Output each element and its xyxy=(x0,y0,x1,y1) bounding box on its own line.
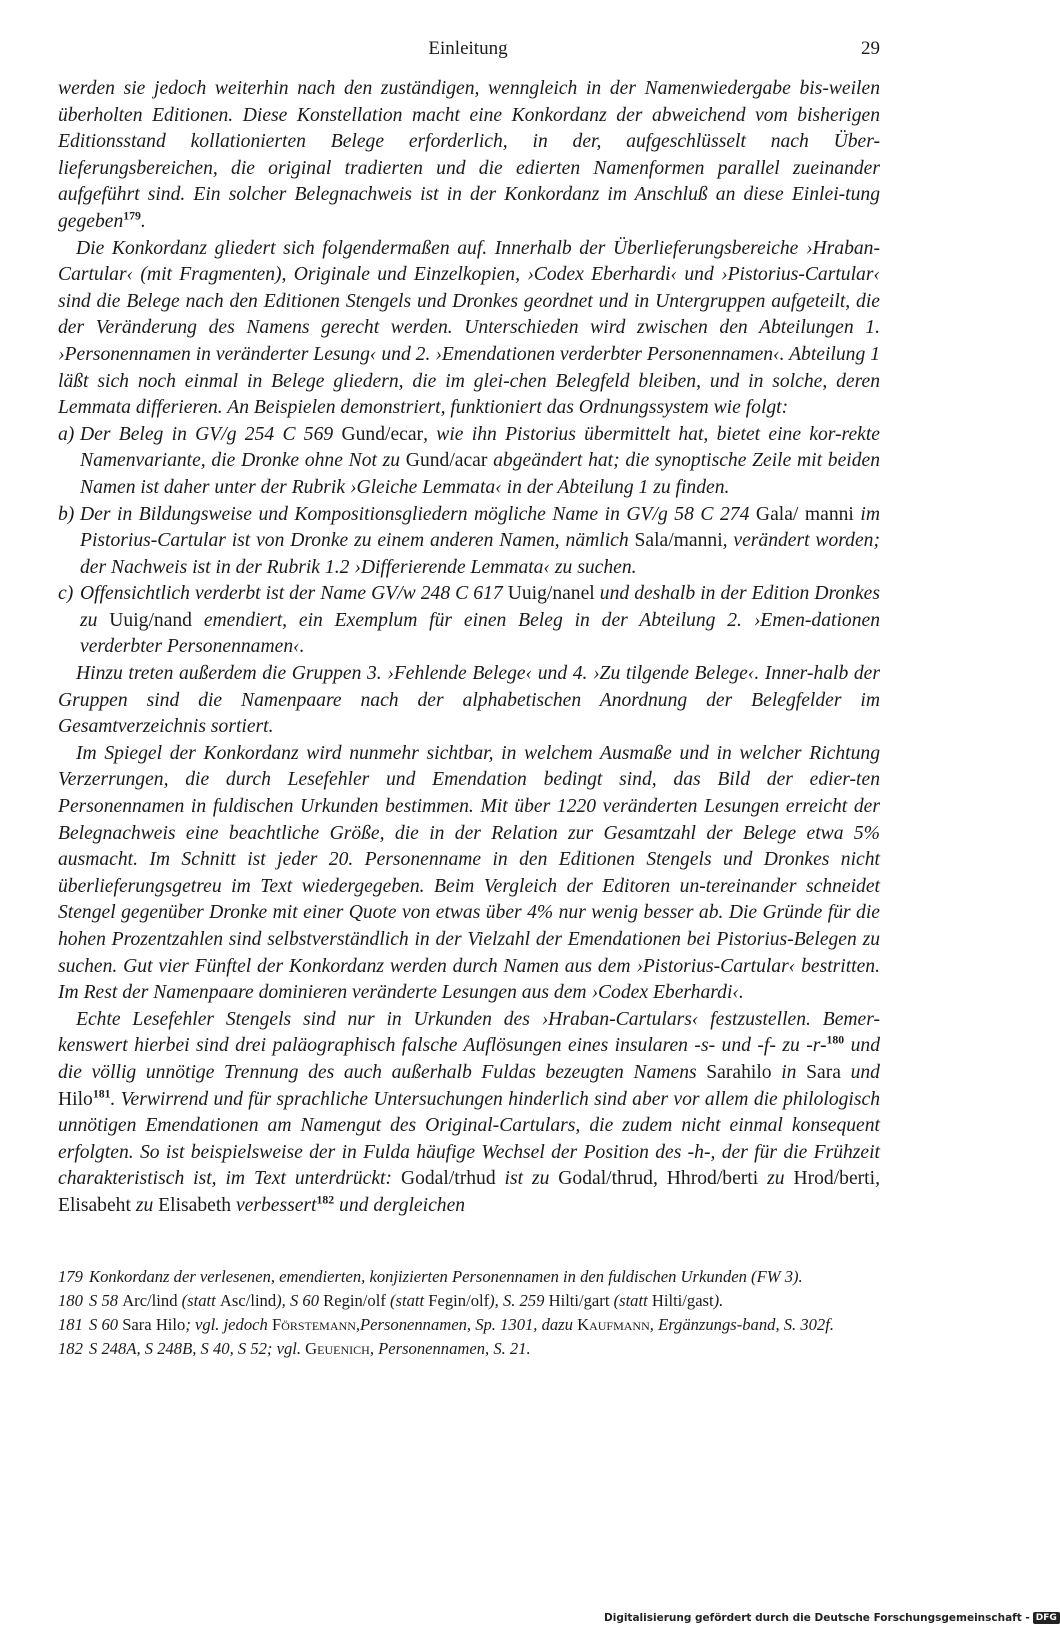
footnote-text: (statt xyxy=(177,1291,220,1310)
text-run: Die Konkordanz gliedert sich folgendermaßen auf. Innerhalb der Überlieferungsbereiche ›Hraban-Cartular‹ (mit Fragmenten), Originale und Einzelkopien, ›Codex Eberhardi‹ und ›Pistorius-Cartular‹ sind die Belege nach den Editionen Stengels und Dronkes geordnet und in Untergruppen aufgeteilt, die der Veränderung des Namens gerecht werden. Unterschieden wird zwischen den Abteilungen 1. ›Personennamen in veränderter Lesung‹ und 2. ›Emendationen verderbter Personennamen‹. Abteilung 1 läßt sich noch einmal in Belege gliedern, die im glei-chen Belegfeld bleiben, und in solche, deren Lemmata differieren. An Beispielen demonstriert, funktioniert das Ordnungssystem wie folgt: xyxy=(58,237,880,419)
footnote-ref-181[interactable]: 181 xyxy=(92,1087,111,1101)
name-form: Hrod/berti xyxy=(793,1168,876,1190)
running-header xyxy=(56,38,880,68)
author-name: Kaufmann xyxy=(577,1315,650,1334)
text-run: werden sie jedoch weiterhin nach den zuständigen, wenngleich in der Namenwiedergabe bis-weilen überholten Editionen. Diese Konstellation macht eine Konkordanz der abweichend vom bisherigen Editionsstand kollationierten Belege erforderlich, in der, aufgeschlüsselt nach Über-lieferungsbereichen, die original tradierten und die edierten Namenformen parallel zueinander aufgeführt sind. Ein solcher Belegnachweis ist in der Konkordanz im Anschluß an diese Einlei-tung gegeben xyxy=(58,78,880,232)
list-item-b xyxy=(58,502,880,582)
footnote-ref-180[interactable]: 180 xyxy=(826,1033,845,1047)
footnote-text: ), S 60 xyxy=(276,1291,324,1310)
page-number: 29 xyxy=(861,38,880,59)
text-run: zu xyxy=(758,1168,794,1190)
footnote-text: S 248A, S 248B, S 40, S 52; vgl. xyxy=(89,1339,306,1358)
text-run: . Verwirrend und für sprachliche Untersuchungen hinderlich sind aber vor allem die philologisch unnötigen Emendationen am Namengut des Original-Cartulars, die zudem nicht einmal konsequent erfolgten. So ist beispielsweise der in Fulda häufige Wechsel der Position des -h-, der für die Frühzeit charakteristisch ist, im Text unterdrückt: xyxy=(58,1088,880,1190)
name-form: Gund/ecar xyxy=(341,423,424,445)
name-form: Gund/acar xyxy=(405,450,488,472)
text-run: Offensichtlich verderbt ist der Name GV/w 248 C 617 xyxy=(80,583,508,605)
name-form: Hhrod/berti xyxy=(666,1168,759,1190)
name-form: Uuig/nanel xyxy=(507,583,595,605)
text-run: und deshalb in der Edition Dronkes zu xyxy=(80,583,880,631)
main-text xyxy=(58,76,880,1220)
footnote-number: 180 xyxy=(58,1291,83,1310)
author-name: Förstemann xyxy=(271,1315,356,1334)
text-run: , xyxy=(875,1168,880,1190)
footnote-number: 181 xyxy=(58,1315,83,1334)
name-form: Hilti/gart xyxy=(548,1291,610,1310)
paragraph xyxy=(58,236,880,422)
name-form: Sarahilo xyxy=(706,1061,772,1083)
name-form: Godal/trhud xyxy=(400,1168,496,1190)
text-run: , verändert worden; der Nachweis ist in der Rubrik 1.2 ›Differierende Lemmata‹ zu suchen. xyxy=(80,530,880,578)
footnote-text: Konkordanz der verlesenen, emendierten, konjizierten Personennamen in den fuldischen Urkunden (FW 3). xyxy=(89,1267,803,1286)
credit-text: Digitalisierung gefördert durch die Deutsche Forschungsgemeinschaft - xyxy=(604,1612,1030,1624)
text-run: Echte Lesefehler Stengels sind nur in Urkunden des ›Hraban-Cartulars‹ festzustellen. Bemer-kenswert hierbei sind drei paläographisch falsche Auflösungen eines insularen -s- und -f- zu -r- xyxy=(58,1008,880,1057)
text-run: in xyxy=(771,1061,807,1083)
text-run: ist zu xyxy=(495,1168,559,1190)
footnote-text: ,Personennamen, Sp. 1301, dazu xyxy=(355,1315,578,1334)
text-run: emendiert, ein Exemplum für einen Beleg in der Abteilung 2. ›Emen-dationen verderbter Personennamen‹. xyxy=(80,609,881,658)
name-form: Sara xyxy=(806,1061,841,1083)
text-run: und die völlig unnötige Trennung des auch außerhalb Fuldas bezeugten Namens xyxy=(58,1035,880,1083)
footnote-text: , Personennamen, S. 21. xyxy=(369,1339,531,1358)
text-run: Der in Bildungsweise und Kompositionsgliedern mögliche Name in GV/g 58 C 274 xyxy=(80,503,756,525)
footnote-181 xyxy=(58,1314,880,1336)
footnote-text: ). xyxy=(713,1291,724,1310)
footnote-text: ; vgl. jedoch xyxy=(185,1315,272,1334)
footnote-text: ), S. 259 xyxy=(489,1291,549,1310)
text-run: Im Spiegel der Konkordanz wird nunmehr sichtbar, in welchem Ausmaße und in welcher Richtung Verzerrungen, die durch Lesefehler und Emendation bedingt sind, das Bild der edier-ten Personennamen in fuldischen Urkunden bestimmen. Mit über 1220 veränderten Lesungen erreicht der Belegnachweis eine beachtliche Größe, die in der Relation zur Gesamtzahl der Belege etwa 5% ausmacht. Im Schnitt ist jeder 20. Personenname in den Editionen Stengels und Dronkes nicht überlieferungsgetreu im Text wiedergegeben. Beim Vergleich der Editoren un-tereinander schneidet Stengel gegenüber Dronke mit einer Quote von etwas über 4% nur wenig besser ab. Die Gründe für die hohen Prozentzahlen sind selbstverständlich in der Vielzahl der Emendationen bei Pistorius-Belegen zu suchen. Gut vier Fünftel der Konkordanz werden durch Namen aus dem ›Pistorius-Cartular‹ bestritten. Im Rest der Namenpaare dominieren veränderte Lesungen aus dem ›Codex Eberhardi‹. xyxy=(58,742,880,1004)
text-run: und dergleichen xyxy=(334,1194,466,1216)
footnote-182 xyxy=(58,1338,880,1360)
list-label: a) xyxy=(58,423,75,445)
text-run: zu xyxy=(130,1194,159,1216)
footnote-number: 182 xyxy=(58,1339,83,1358)
dfg-logo: DFG xyxy=(1033,1612,1060,1624)
text-run: Der Beleg in GV/g 254 C 569 xyxy=(80,423,342,445)
text-run: , xyxy=(652,1168,667,1190)
text-run: Hinzu treten außerdem die Gruppen 3. ›Fehlende Belege‹ und 4. ›Zu tilgende Belege‹. Inner-halb der Gruppen sind die Namenpaare nach der alphabetischen Anordnung der Belegfelder im Gesamtverzeichnis sortiert. xyxy=(58,663,880,738)
paragraph xyxy=(58,1007,880,1220)
name-form: Sara Hilo xyxy=(122,1315,186,1334)
paragraph xyxy=(58,661,880,741)
text-run: und xyxy=(840,1061,880,1083)
text-run: verbessert xyxy=(231,1194,317,1216)
footnote-180 xyxy=(58,1290,880,1312)
footnote-text: S 60 xyxy=(89,1315,123,1334)
footnotes xyxy=(58,1266,880,1362)
name-form: Regin/olf xyxy=(323,1291,386,1310)
list-label: c) xyxy=(58,583,74,605)
text-run: . xyxy=(140,210,146,232)
list-item-a xyxy=(58,422,880,502)
name-form: Fegin/olf xyxy=(428,1291,490,1310)
footnote-text: S 58 xyxy=(89,1291,123,1310)
name-form: Elisabeth xyxy=(158,1194,232,1216)
footnote-text: , Ergänzungs-band, S. 302f. xyxy=(649,1315,834,1334)
footnote-text: (statt xyxy=(609,1291,652,1310)
footnote-ref-182[interactable]: 182 xyxy=(316,1193,335,1207)
name-form: Hilo xyxy=(58,1088,93,1110)
name-form: Hilti/gast xyxy=(651,1291,714,1310)
name-form: Godal/thrud xyxy=(558,1168,653,1190)
digitization-credit xyxy=(604,1612,1057,1630)
author-name: Geuenich xyxy=(305,1339,370,1358)
footnote-number: 179 xyxy=(58,1267,83,1286)
footnote-179 xyxy=(58,1266,880,1288)
name-form: Asc/lind xyxy=(219,1291,277,1310)
list-label: b) xyxy=(58,503,75,525)
name-form: Gala/ manni xyxy=(755,503,854,525)
name-form: Sala/manni xyxy=(634,530,723,552)
name-form: Elisabeht xyxy=(58,1194,131,1216)
text-run: im Pistorius-Cartular ist von Dronke zu einem anderen Namen, nämlich xyxy=(80,503,880,552)
footnote-text: (statt xyxy=(385,1291,429,1310)
text-run: abgeändert hat; die synoptische Zeile mit beiden Namen ist daher unter der Rubrik ›Gleiche Lemmata‹ in der Abteilung 1 zu finden. xyxy=(80,450,881,498)
running-title: Einleitung xyxy=(428,38,508,59)
paragraph xyxy=(58,76,880,236)
name-form: Arc/lind xyxy=(122,1291,178,1310)
name-form: Uuig/nand xyxy=(109,609,192,631)
text-run: , wie ihn Pistorius übermittelt hat, bietet eine kor-rekte Namenvariante, die Dronke ohne Not zu xyxy=(80,423,880,472)
list-item-c xyxy=(58,581,880,661)
footnote-ref-179[interactable]: 179 xyxy=(123,209,141,223)
paragraph xyxy=(58,741,880,1007)
